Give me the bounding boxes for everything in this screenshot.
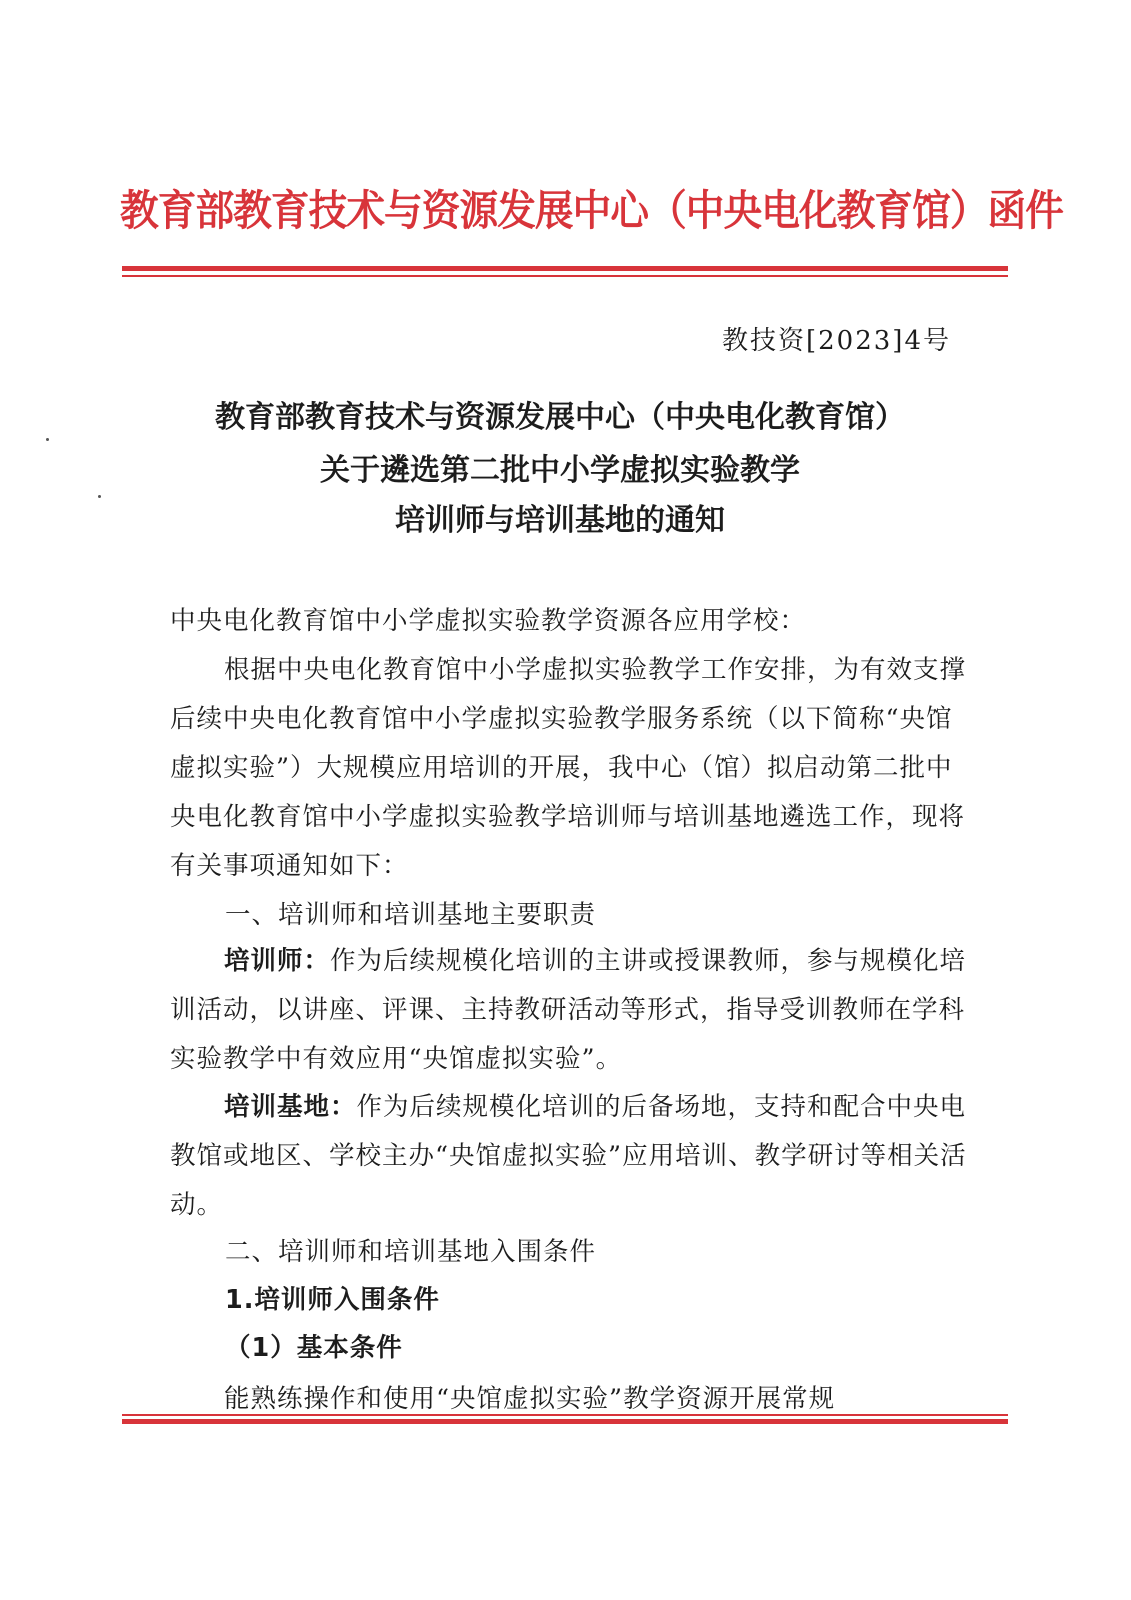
base-text: 作为后续规模化培训的后备场地，支持和配合中央电教馆或地区、学校主办“央馆虚拟实验”应用培训、教学研讨等相关活动。 bbox=[170, 1092, 967, 1220]
trainer-text: 作为后续规模化培训的主讲或授课教师，参与规模化培训活动，以讲座、评课、主持教研活动等形式，指导受训教师在学科实验教学中有效应用“央馆虚拟实验”。 bbox=[170, 946, 967, 1074]
base-label: 培训基地： bbox=[224, 1092, 357, 1122]
notice-title-line-2: 关于遴选第二批中小学虚拟实验教学 bbox=[320, 453, 800, 488]
footer-rule-thick bbox=[122, 1419, 1008, 1424]
notice-title-line-1: 教育部教育技术与资源发展中心（中央电化教育馆） bbox=[215, 400, 905, 435]
section-2-heading: 二、培训师和培训基地入围条件 bbox=[225, 1237, 597, 1267]
masthead-rule-thick bbox=[122, 266, 1008, 271]
masthead-title: 教育部教育技术与资源发展中心（中央电化教育馆）函件 bbox=[120, 186, 1064, 235]
intro-paragraph: 根据中央电化教育馆中小学虚拟实验教学工作安排，为有效支撑后续中央电化教育馆中小学虚拟实验教学服务系统（以下简称“央馆虚拟实验”）大规模应用培训的开展，我中心（馆）拟启动第二批中央电化教育馆中小学虚拟实验教学培训师与培训基地遴选工作，现将有关事项通知如下： bbox=[170, 655, 967, 881]
masthead-rule-thin bbox=[122, 275, 1008, 277]
trainer-paragraph bbox=[170, 937, 970, 1084]
document-number: 教技资[2023]4号 bbox=[722, 326, 951, 356]
scan-speck bbox=[46, 438, 49, 441]
scan-speck bbox=[98, 495, 101, 498]
trainer-label: 培训师： bbox=[224, 946, 331, 976]
last-line: 能熟练操作和使用“央馆虚拟实验”教学资源开展常规 bbox=[224, 1384, 836, 1414]
footer-rule-thin bbox=[122, 1414, 1008, 1416]
section-1-heading: 一、培训师和培训基地主要职责 bbox=[225, 900, 597, 930]
subsection-1-heading: 1.培训师入围条件 bbox=[225, 1285, 440, 1315]
notice-title-line-3: 培训师与培训基地的通知 bbox=[395, 503, 725, 538]
base-paragraph bbox=[170, 1083, 970, 1230]
subsection-1-1-heading: （1）基本条件 bbox=[225, 1333, 403, 1363]
salutation: 中央电化教育馆中小学虚拟实验教学资源各应用学校： bbox=[170, 606, 807, 636]
